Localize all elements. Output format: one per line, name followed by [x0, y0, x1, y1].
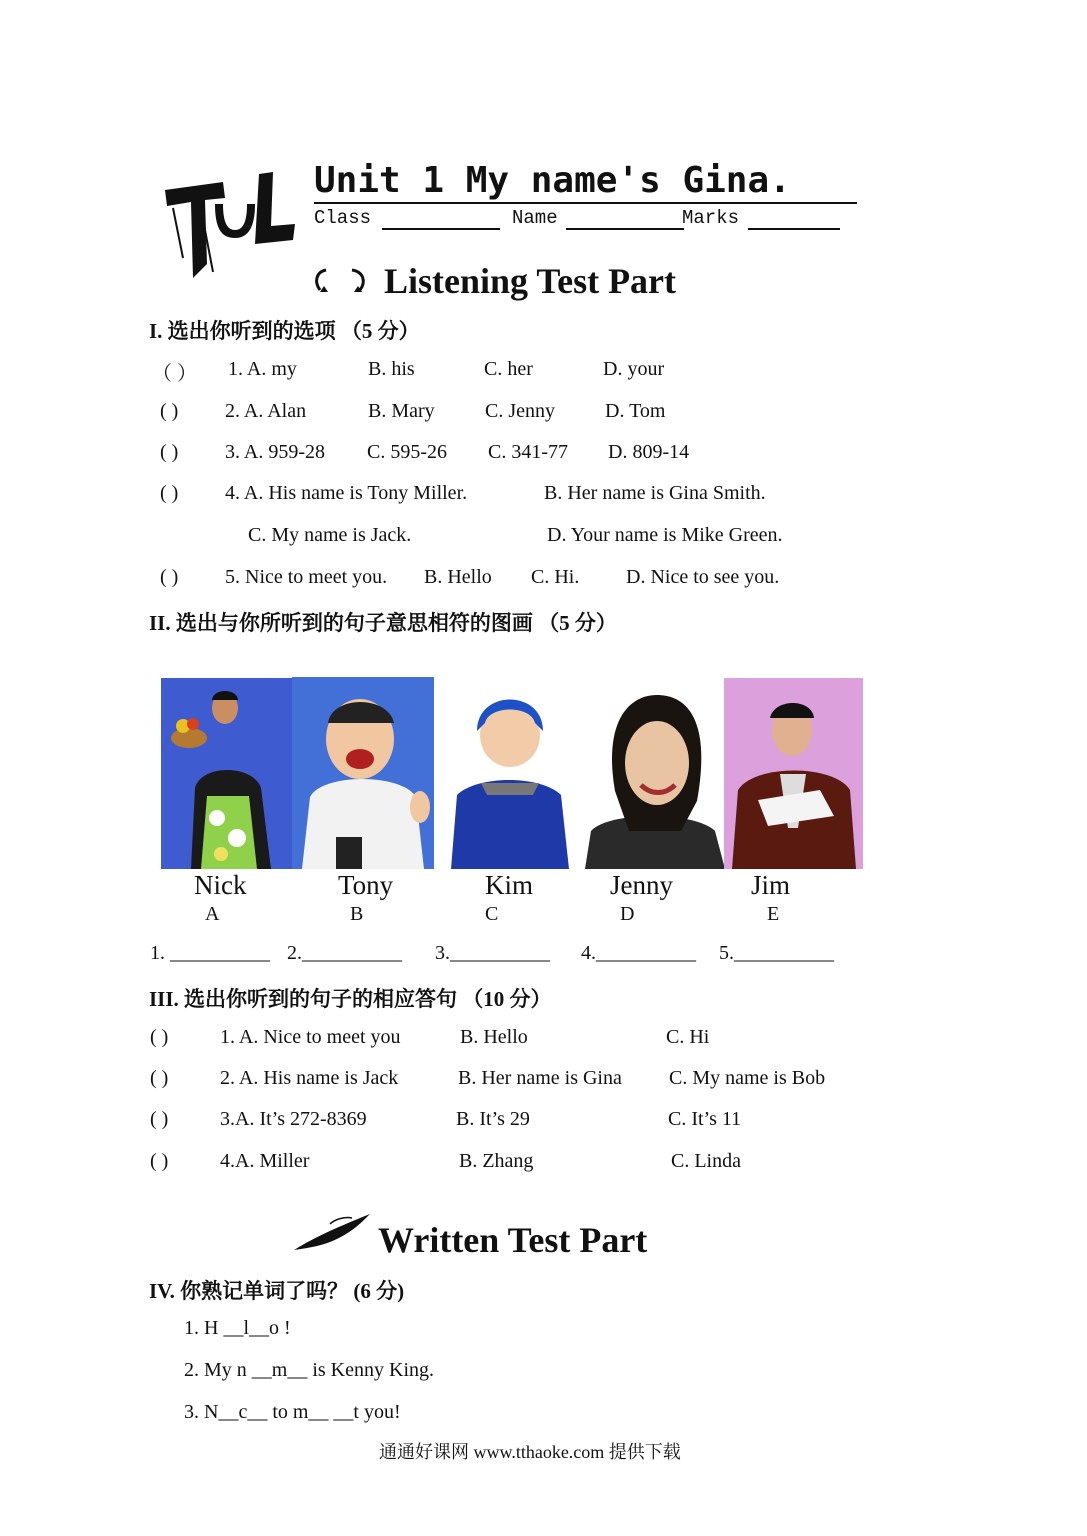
marks-blank[interactable]	[748, 228, 840, 230]
answer-paren[interactable]: ( )	[160, 482, 179, 504]
option-b: C. 595-26	[367, 441, 447, 463]
option-c: C. Hi.	[531, 566, 580, 588]
option-b: B. Hello	[424, 566, 492, 588]
option-a: 4. A. His name is Tony Miller.	[225, 482, 468, 504]
person-name-e: Jim	[751, 870, 791, 900]
option-a: 5. Nice to meet you.	[225, 566, 388, 588]
headphones-icon	[312, 266, 372, 301]
option-c: C. It’s 11	[668, 1108, 742, 1130]
option-d: D. Tom	[605, 400, 666, 422]
tol-logo-icon	[163, 168, 298, 280]
person-letter-b: B	[350, 903, 364, 925]
answer-paren[interactable]: ( )	[150, 1150, 169, 1172]
option-c: C. Jenny	[485, 400, 555, 422]
option-b: B. Zhang	[459, 1150, 534, 1172]
option-b: B. Mary	[368, 400, 435, 422]
answer-blank-5[interactable]: 5.__________	[719, 942, 834, 964]
photo-kim	[437, 683, 583, 869]
logo	[163, 168, 298, 280]
answer-blank-2[interactable]: 2.__________	[287, 942, 402, 964]
option-c: C. Linda	[671, 1150, 741, 1172]
option-a: 4.A. Miller	[220, 1150, 310, 1172]
option-b: B. It’s 29	[456, 1108, 530, 1130]
photo-tony	[292, 677, 434, 869]
photo-jim	[724, 678, 863, 869]
section-1-heading: I. 选出你听到的选项 （5 分）	[149, 319, 420, 343]
class-label: Class	[314, 207, 372, 229]
answer-paren[interactable]: ( )	[160, 400, 179, 422]
photo-jenny	[585, 681, 725, 869]
answer-blank-1[interactable]: 1. __________	[150, 942, 270, 964]
person-letter-a: A	[205, 903, 220, 925]
section-2-heading: II. 选出与你所听到的句子意思相符的图画 （5 分）	[149, 611, 617, 635]
answer-paren[interactable]: ( )	[150, 1026, 169, 1048]
section-3-heading: III. 选出你听到的句子的相应答句 （10 分）	[149, 987, 552, 1011]
option-d: D. 809-14	[608, 441, 690, 463]
person-letter-e: E	[767, 903, 780, 925]
person-name-d: Jenny	[610, 870, 673, 900]
option-a: 1. A. my	[228, 358, 297, 380]
person-name-c: Kim	[485, 870, 534, 900]
option-c: C. Hi	[666, 1026, 710, 1048]
quill-pen-icon	[290, 1210, 374, 1259]
option-c: C. My name is Jack.	[248, 524, 412, 546]
title-underline	[314, 202, 857, 204]
class-blank[interactable]	[382, 228, 500, 230]
answer-paren[interactable]: ( )	[150, 1108, 169, 1130]
option-a: 2. A. His name is Jack	[220, 1067, 399, 1089]
answer-paren[interactable]: （ ）	[152, 363, 197, 385]
spelling-item-3: 3. N__c__ to m__ __t you!	[184, 1401, 401, 1423]
option-d: D. your	[603, 358, 665, 380]
option-c: C. her	[484, 358, 533, 380]
photo-nick	[161, 678, 292, 869]
person-letter-c: C	[485, 903, 499, 925]
option-b: B. his	[368, 358, 415, 380]
spelling-item-2: 2. My n __m__ is Kenny King.	[184, 1359, 434, 1381]
option-c: C. 341-77	[488, 441, 568, 463]
option-b: B. Hello	[460, 1026, 528, 1048]
name-label: Name	[512, 207, 558, 229]
person-name-a: Nick	[194, 870, 247, 900]
option-a: 3.A. It’s 272-8369	[220, 1108, 367, 1130]
footer-text: 通通好课网 www.tthaoke.com 提供下载	[379, 1442, 681, 1462]
person-letter-d: D	[620, 903, 635, 925]
marks-label: Marks	[682, 207, 740, 229]
answer-blank-4[interactable]: 4.__________	[581, 942, 696, 964]
page-title: Unit 1 My name's Gina.	[314, 160, 791, 201]
option-a: 2. A. Alan	[225, 400, 307, 422]
option-d: D. Your name is Mike Green.	[547, 524, 783, 546]
listening-title: Listening Test Part	[384, 261, 677, 301]
option-b: B. Her name is Gina	[458, 1067, 622, 1089]
option-a: 1. A. Nice to meet you	[220, 1026, 401, 1048]
option-a: 3. A. 959-28	[225, 441, 325, 463]
option-b: B. Her name is Gina Smith.	[544, 482, 766, 504]
option-d: D. Nice to see you.	[626, 566, 780, 588]
written-title: Written Test Part	[378, 1220, 648, 1260]
name-blank[interactable]	[566, 228, 684, 230]
option-c: C. My name is Bob	[669, 1067, 826, 1089]
person-name-b: Tony	[338, 870, 394, 900]
answer-paren[interactable]: ( )	[160, 566, 179, 588]
spelling-item-1: 1. H __l__o !	[184, 1317, 291, 1339]
answer-paren[interactable]: ( )	[160, 441, 179, 463]
section-4-heading: IV. 你熟记单词了吗？ (6 分)	[149, 1279, 405, 1303]
answer-blank-3[interactable]: 3.__________	[435, 942, 550, 964]
answer-paren[interactable]: ( )	[150, 1067, 169, 1089]
